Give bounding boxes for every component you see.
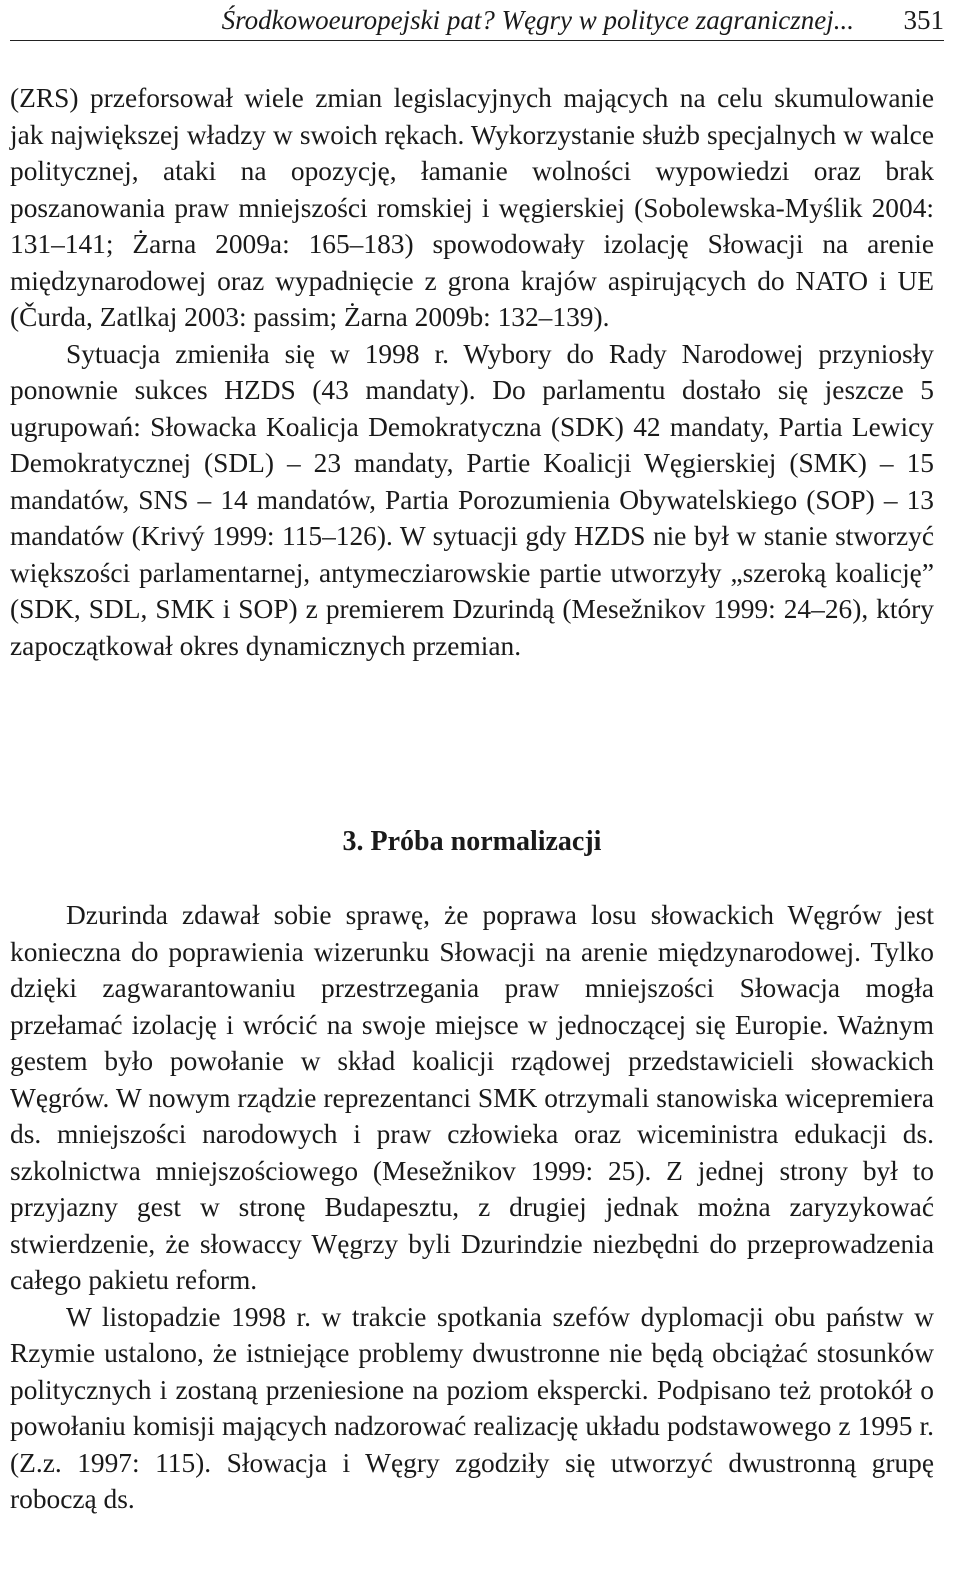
paragraph: Dzurinda zdawał sobie sprawę, że poprawa losu słowackich Węgrów jest konieczna do poprawienia wizerunku Słowacji na arenie międzynarodowej. Tylko dzięki zagwarantowaniu przestrzegania praw mniejszości Słowacja mogła przełamać izolację i wrócić na swoje miejsce w jednoczącej się Europie. Ważnym gestem było powołanie w skład koalicji rządowej przedstawicieli słowackich Węgrów. W nowym rządzie reprezentanci SMK otrzymali stanowiska wicepremiera ds. mniejszości narodowych i praw człowieka oraz wiceministra edukacji ds. szkolnictwa mniejszościowego (Mesežnikov 1999: 25). Z jednej strony był to przyjazny gest w stronę Budapesztu, z drugiej jednak można zaryzykować stwierdzenie, że słowaccy Węgrzy byli Dzurindzie niezbędni do przeprowadzenia całego pakietu reform. (10, 900, 934, 1295)
body-text-lower (10, 897, 934, 1518)
page-number: 351 (903, 5, 944, 35)
running-header (10, 0, 944, 41)
running-header-title: Środkowoeuropejski pat? Węgry w polityce zagranicznej... (221, 5, 854, 35)
paragraph: (ZRS) przeforsował wiele zmian legislacyjnych mających na celu skumulowanie jak największej władzy w swoich rękach. Wykorzystanie służb specjalnych w walce politycznej, ataki na opozycję, łamanie wolności wypowiedzi oraz brak poszanowania praw mniejszości romskiej i węgierskiej (Sobolewska-Myślik 2004: 131–141; Żarna 2009a: 165–183) spowodowały izolację Słowacji na arenie międzynarodowej oraz wypadnięcie z grona krajów aspirujących do NATO i UE (Čurda, Zatlkaj 2003: passim; Żarna 2009b: 132–139). (10, 83, 934, 332)
paragraph: Sytuacja zmieniła się w 1998 r. Wybory do Rady Narodowej przyniosły ponownie sukces HZDS (43 mandaty). Do parlamentu dostało się jeszcze 5 ugrupowań: Słowacka Koalicja Demokratyczna (SDK) 42 mandaty, Partia Lewicy Demokratycznej (SDL) – 23 mandaty, Partie Koalicji Węgierskiej (SMK) – 15 mandatów, SNS – 14 mandatów, Partia Porozumienia Obywatelskiego (SOP) – 13 mandatów (Krivý 1999: 115–126). W sytuacji gdy HZDS nie był w stanie stworzyć większości parlamentarnej, antymecziarowskie partie utworzyły „szeroką koalicję” (SDK, SDL, SMK i SOP) z premierem Dzurindą (Mesežnikov 1999: 24–26), który zapoczątkował okres dynamicznych przemian. (10, 338, 934, 661)
section-heading: 3. Próba normalizacji (342, 826, 602, 857)
paragraph: W listopadzie 1998 r. w trakcie spotkania szefów dyplomacji obu państw w Rzymie ustalono, że istniejące problemy dwustronne nie będą obciążać stosunków politycznych i zostaną przeniesione na poziom ekspercki. Podpisano też protokół o powołaniu komisji mających nadzorować realizację układu podstawowego z 1995 r. (Z.z. 1997: 115). Słowacja i Węgry zgodziły się utworzyć dwustronną grupę roboczą ds. (10, 1301, 934, 1514)
body-text-upper (10, 80, 934, 664)
